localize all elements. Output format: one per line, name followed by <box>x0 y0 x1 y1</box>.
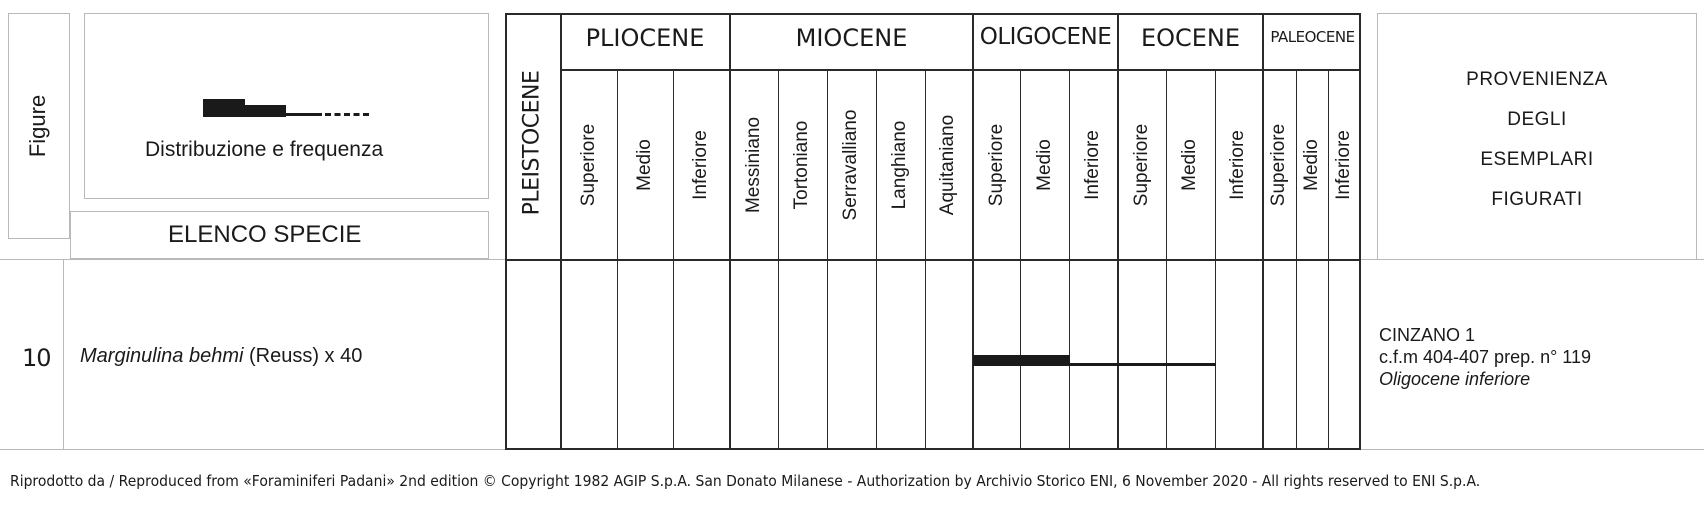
stage-label: Superiore <box>1268 123 1289 207</box>
stage-label: Inferiore <box>690 130 711 200</box>
divider-pliocene <box>729 13 731 450</box>
divider-oligocene <box>1117 13 1119 450</box>
stage-line <box>778 70 779 450</box>
footer-credit: Riprodotto da / Reproduced from «Foraminiferi Padani» 2nd edition © Copyright 1982 AGIP S.p.A. San Donato Milanese - Authorization by Archivio Storico ENI, 6 November 2020 - All rights reserved to ENI S.p.A. <box>10 472 1481 490</box>
stage-label: Medio <box>1179 139 1200 191</box>
stage-label: Serravalliano <box>840 109 861 221</box>
stage-label: Medio <box>1301 139 1322 191</box>
figure-column-label: Figure <box>25 94 50 158</box>
stage-label: Superiore <box>578 123 599 207</box>
stage-line <box>827 70 828 450</box>
stage-line <box>1166 70 1167 450</box>
distribution-bar-frequent <box>973 355 1070 366</box>
epoch-label-miocene: MIOCENE <box>795 24 908 52</box>
provenance-line: FIGURATI <box>1491 189 1583 210</box>
provenance-title <box>1377 60 1697 220</box>
stage-label: Medio <box>1034 139 1055 191</box>
stage-label: Aquitaniano <box>937 114 958 216</box>
stage-label: Superiore <box>1131 123 1152 207</box>
species-author: (Reuss) x 40 <box>248 345 363 367</box>
provenance-line: DEGLI <box>1507 109 1567 130</box>
legend-frequent-bar <box>203 99 245 117</box>
provenance-entry-line2: c.f.m 404-407 prep. n° 119 <box>1379 347 1591 367</box>
stage-line <box>1215 70 1216 450</box>
stage-label: Tortoniano <box>791 120 812 210</box>
figure-number: 10 <box>22 344 51 372</box>
epoch-label-eocene: EOCENE <box>1140 24 1241 52</box>
epoch-row-divider <box>560 69 1361 71</box>
provenance-entry-line3: Oligocene inferiore <box>1379 369 1531 389</box>
species-list-label: ELENCO SPECIE <box>168 221 362 248</box>
divider-eocene <box>1262 13 1264 450</box>
stage-label: Inferiore <box>1227 130 1248 200</box>
divider-pleistocene <box>560 13 562 450</box>
legend-box <box>84 13 489 199</box>
stage-line <box>1069 70 1070 450</box>
species-name: Marginulina behmi <box>80 345 244 367</box>
stage-label: Langhiano <box>889 120 910 210</box>
divider-miocene <box>972 13 974 450</box>
provenance-entry-line1: CINZANO 1 <box>1379 325 1476 345</box>
distribution-bar-present <box>1070 363 1216 366</box>
stage-label: Messiniano <box>743 116 764 214</box>
epoch-label-oligocene: OLIGOCENE <box>979 24 1112 50</box>
stage-line <box>1296 70 1297 450</box>
legend-caption: Distribuzione e frequenza <box>145 138 384 161</box>
stage-label: Inferiore <box>1082 130 1103 200</box>
epoch-label-paleocene: PALEOCENE <box>1270 28 1355 46</box>
stage-line <box>1328 70 1329 450</box>
stage-line <box>876 70 877 450</box>
legend-common-bar <box>245 105 286 117</box>
stage-line <box>1020 70 1021 450</box>
stage-label: Inferiore <box>1333 130 1354 200</box>
figure-column-divider <box>63 259 64 450</box>
stage-label: Superiore <box>986 123 1007 207</box>
stage-line <box>925 70 926 450</box>
header-body-divider <box>505 259 1361 261</box>
stage-label: Medio <box>634 139 655 191</box>
species-entry <box>80 345 362 368</box>
stage-line <box>617 70 618 450</box>
stratigraphy-table <box>505 13 1361 450</box>
stage-line <box>673 70 674 450</box>
legend-uncertain-dash <box>325 113 369 116</box>
legend-rare-line <box>286 113 322 116</box>
provenance-line: PROVENIENZA <box>1466 69 1608 90</box>
provenance-line: ESEMPLARI <box>1480 149 1594 170</box>
epoch-label-pliocene: PLIOCENE <box>585 24 705 52</box>
pleistocene-label: PLEISTOCENE <box>519 70 545 216</box>
